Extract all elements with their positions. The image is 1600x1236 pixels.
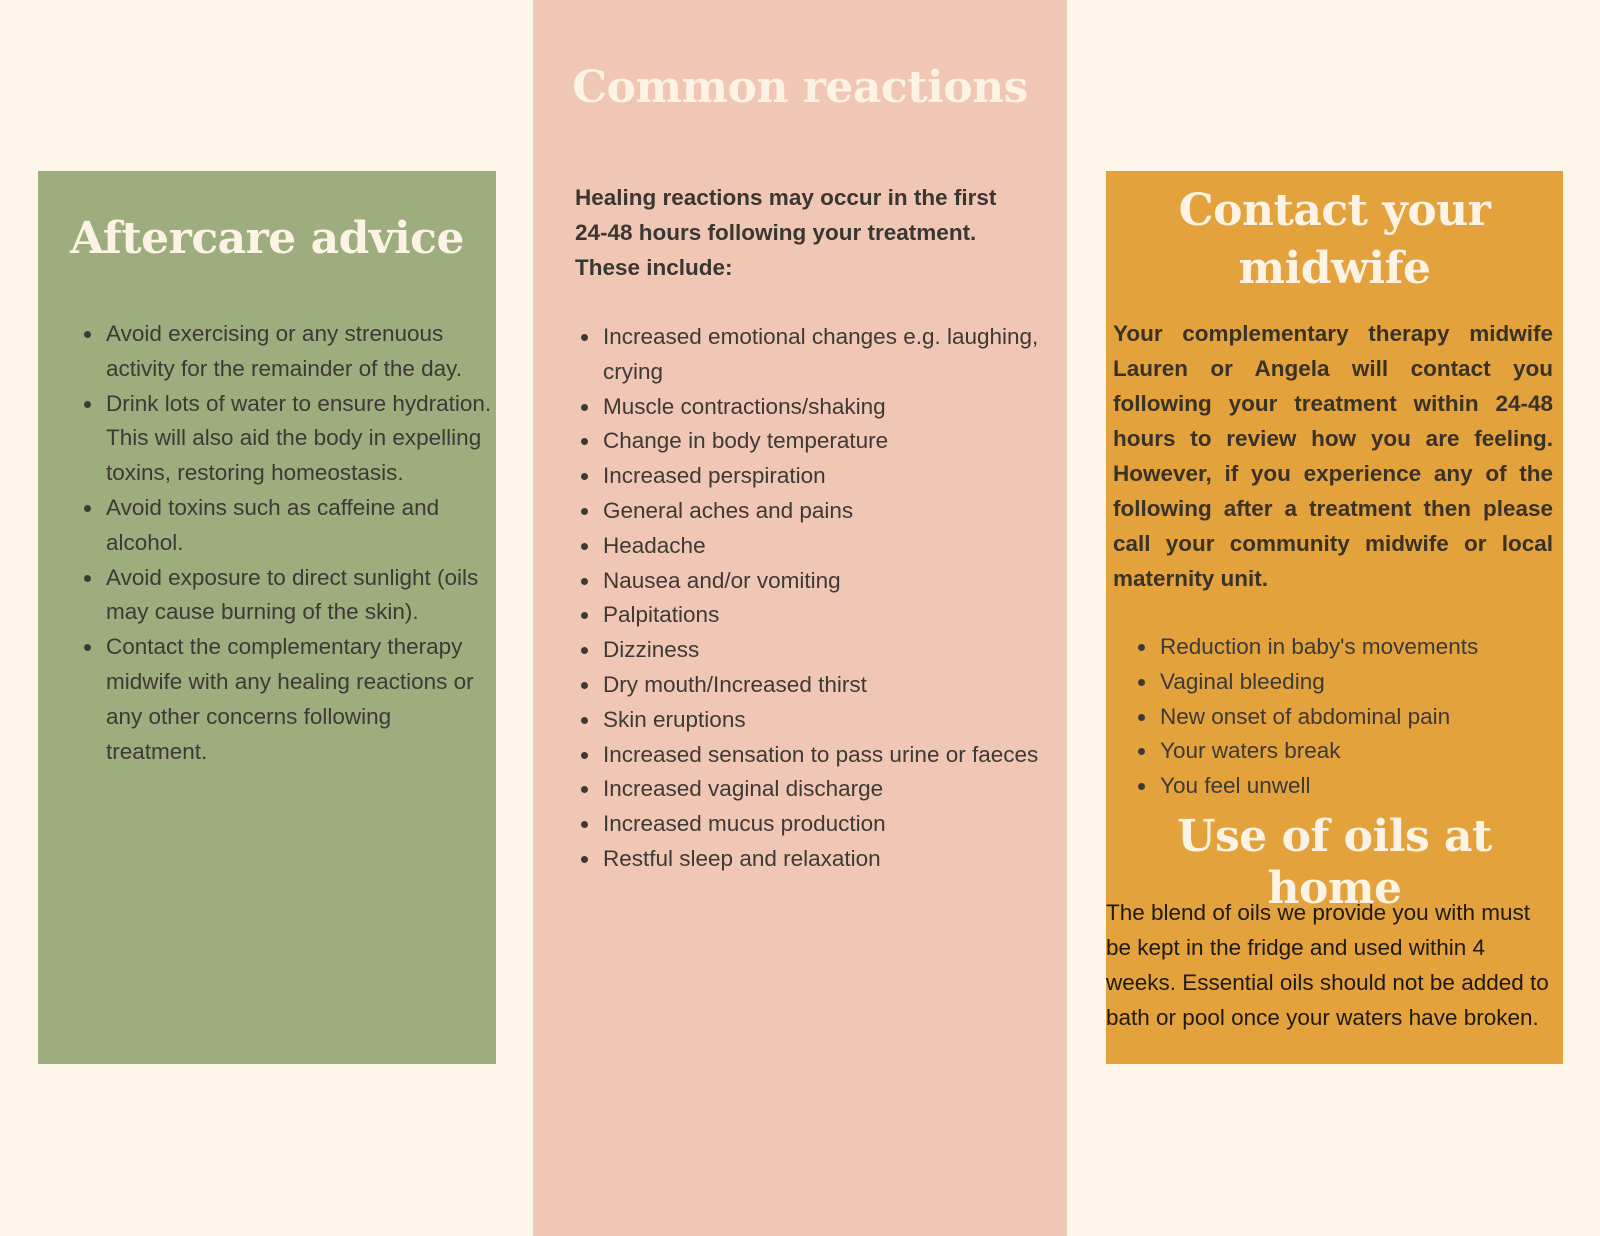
list-item: • Increased perspiration (601, 459, 1051, 494)
aftercare-panel (38, 171, 496, 1064)
list-item: • Skin eruptions (601, 703, 1051, 738)
contact-list (1132, 630, 1578, 804)
list-item: • Increased mucus production (601, 807, 1051, 842)
list-item: • Your waters break (1158, 734, 1578, 769)
list-item: • Drink lots of water to ensure hydration. This will also aid the body in expelling toxins, restoring homeostasis. (104, 387, 494, 491)
list-item: • Avoid exposure to direct sunlight (oils may cause burning of the skin). (104, 561, 494, 631)
list-item: • Reduction in baby's movements (1158, 630, 1578, 665)
list-item: • Increased emotional changes e.g. laughing, crying (601, 320, 1051, 390)
oils-text: The blend of oils we provide you with must be kept in the fridge and used within 4 weeks. Essential oils should not be added to bath or pool once your waters have broken. (1106, 900, 1549, 1030)
contact-panel (1106, 171, 1563, 1064)
list-item: • Vaginal bleeding (1158, 665, 1578, 700)
list-item: • Increased sensation to pass urine or faeces (601, 738, 1051, 773)
reactions-panel (533, 0, 1067, 1236)
contact-text: Your complementary therapy midwife Lauren or Angela will contact you following your treatment within 24-48 hours to review how you are feeling. However, if you experience any of the following after a treatment then please call your community midwife or local maternity unit. (1113, 321, 1553, 591)
list-item: • You feel unwell (1158, 769, 1578, 804)
list-item: • Dizziness (601, 633, 1051, 668)
list-item: • Change in body temperature (601, 424, 1051, 459)
reactions-intro: Healing reactions may occur in the first 24-48 hours following your treatment. These include: (575, 185, 997, 280)
list-item: • Increased vaginal discharge (601, 772, 1051, 807)
list-item: • Restful sleep and relaxation (601, 842, 1051, 877)
list-item: • General aches and pains (601, 494, 1051, 529)
list-item: • Avoid toxins such as caffeine and alcohol. (104, 491, 494, 561)
aftercare-title: Aftercare advice (70, 213, 464, 264)
oils-title: Use of oils at home (1177, 811, 1492, 914)
list-item: • Nausea and/or vomiting (601, 564, 1051, 599)
list-item: • Contact the complementary therapy midwife with any healing reactions or any other concerns following treatment. (104, 630, 494, 769)
list-item: • Avoid exercising or any strenuous activity for the remainder of the day. (104, 317, 494, 387)
reactions-title: Common reactions (572, 62, 1028, 113)
list-item: • New onset of abdominal pain (1158, 700, 1578, 735)
aftercare-list (78, 317, 494, 769)
list-item: • Dry mouth/Increased thirst (601, 668, 1051, 703)
contact-title: Contact your midwife (1178, 185, 1491, 294)
reactions-list (575, 320, 1051, 877)
list-item: • Muscle contractions/shaking (601, 390, 1051, 425)
list-item: • Palpitations (601, 598, 1051, 633)
list-item: • Headache (601, 529, 1051, 564)
